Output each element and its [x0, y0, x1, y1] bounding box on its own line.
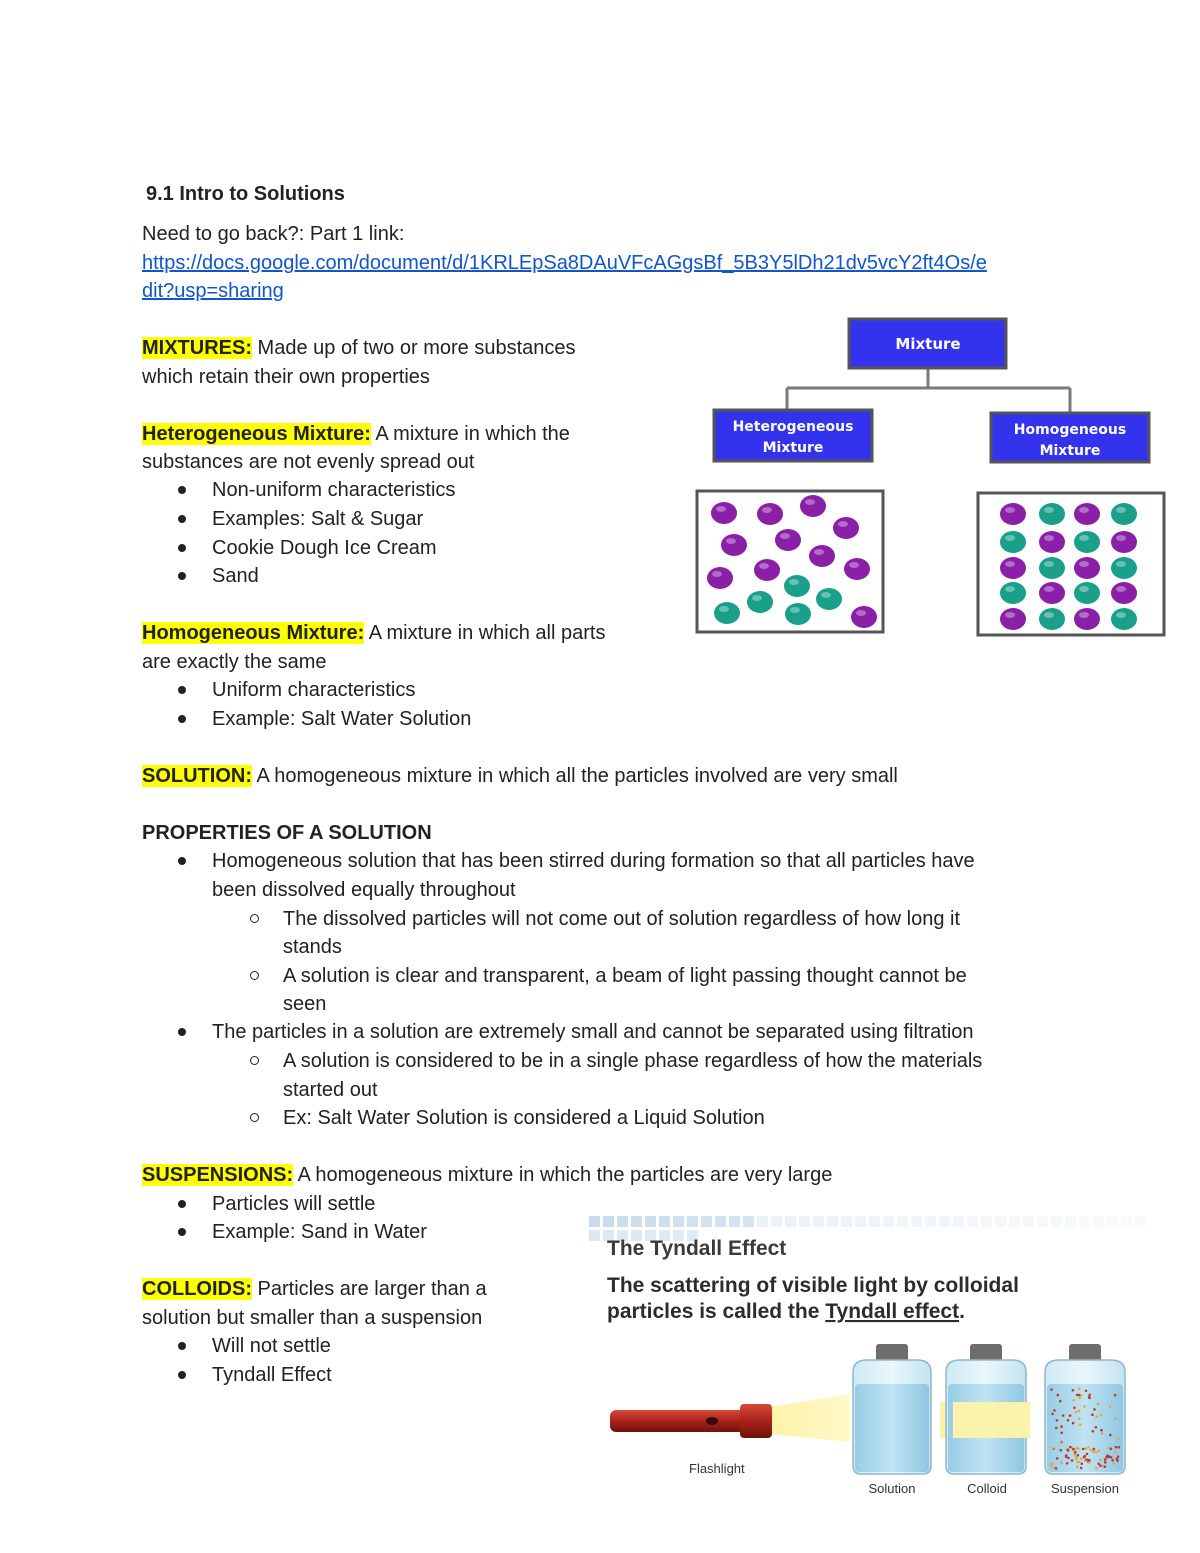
green-particle [1111, 557, 1137, 579]
list-item: Tyndall Effect [212, 1361, 332, 1389]
tyndall-figure [585, 1212, 1145, 1502]
part1-link-cont[interactable]: dit?usp=sharing [142, 280, 284, 302]
sub-list-item: A solution is considered to be in a single phase regardless of how the materials [283, 1047, 982, 1075]
list-item-cont: been dissolved equally throughout [212, 879, 516, 901]
list-item: Will not settle [212, 1332, 331, 1360]
solution-bottle [853, 1344, 931, 1474]
purple-particle [1000, 503, 1026, 525]
purple-particle [844, 558, 870, 580]
tyndall-text-line2: particles is called the Tyndall effect. [607, 1300, 965, 1323]
homogeneous-definition-cont: are exactly the same [142, 651, 327, 673]
green-particle [1111, 608, 1137, 630]
list-item: Cookie Dough Ice Cream [212, 534, 437, 562]
homogeneous-node [991, 413, 1149, 462]
green-particle [1074, 531, 1100, 553]
list-item: Examples: Salt & Sugar [212, 505, 423, 533]
list-item: Homogeneous solution that has been stirred during formation so that all particles have [212, 847, 975, 875]
mixtures-definition: MIXTURES: Made up of two or more substances [142, 337, 576, 359]
heterogeneous-node [714, 410, 872, 461]
sub-list-item: The dissolved particles will not come out of solution regardless of how long it [283, 905, 960, 933]
homogeneous-definition: Homogeneous Mixture: A mixture in which all parts [142, 622, 606, 644]
colloids-definition-cont: solution but smaller than a suspension [142, 1307, 483, 1329]
solution-definition: SOLUTION: A homogeneous mixture in which all the particles involved are very small [142, 765, 898, 787]
heterogeneous-label-1: Heterogeneous [732, 419, 854, 435]
flashlight-icon [610, 1404, 772, 1438]
mixture-diagram [690, 310, 1170, 645]
purple-particle [833, 517, 859, 539]
suspension-bottle [1045, 1344, 1125, 1474]
purple-particle [1000, 608, 1026, 630]
list-item: Sand [212, 562, 259, 590]
homogeneous-label-1: Homogeneous [1013, 422, 1127, 438]
purple-particle [1074, 608, 1100, 630]
purple-particle [711, 502, 737, 524]
properties-heading: PROPERTIES OF A SOLUTION [142, 822, 432, 844]
purple-particle [757, 503, 783, 525]
root-node [849, 319, 1006, 368]
list-item: The particles in a solution are extremely small and cannot be separated using filtration [212, 1018, 974, 1046]
list-item: Example: Salt Water Solution [212, 705, 471, 733]
sub-list-item-cont: stands [283, 936, 342, 958]
green-particle [747, 591, 773, 613]
homogeneous-term: Homogeneous Mixture: [142, 622, 365, 644]
diagram-connectors [787, 368, 1070, 413]
purple-particle [775, 529, 801, 551]
purple-particle [1111, 582, 1137, 604]
green-particle [784, 575, 810, 597]
mixtures-definition-cont: which retain their own properties [142, 366, 430, 388]
mixtures-term: MIXTURES: [142, 337, 252, 359]
green-particle [1039, 503, 1065, 525]
heterogeneous-label-2: Mixture [762, 440, 824, 456]
sub-list-item-cont: started out [283, 1079, 378, 1101]
purple-particle [721, 534, 747, 556]
heterogeneous-definition-cont: substances are not evenly spread out [142, 451, 475, 473]
green-particle [785, 603, 811, 625]
green-particle [1039, 608, 1065, 630]
list-item: Example: Sand in Water [212, 1218, 427, 1246]
purple-particle [1039, 531, 1065, 553]
purple-particle [754, 559, 780, 581]
green-particle [1111, 503, 1137, 525]
solution-label: Solution [868, 1481, 916, 1496]
sub-list-item: A solution is clear and transparent, a beam of light passing thought cannot be [283, 962, 967, 990]
suspension-label: Suspension [1051, 1481, 1119, 1496]
root-label: Mixture [895, 335, 961, 353]
colloids-term: COLLOIDS: [142, 1278, 252, 1300]
purple-particle [1039, 582, 1065, 604]
suspensions-term: SUSPENSIONS: [142, 1164, 294, 1186]
list-item: Particles will settle [212, 1190, 375, 1218]
page-title: 9.1 Intro to Solutions [146, 183, 345, 205]
green-particle [714, 602, 740, 624]
sub-list-item: Ex: Salt Water Solution is considered a Liquid Solution [283, 1104, 765, 1132]
list-item: Non-uniform characteristics [212, 476, 455, 504]
green-particle [1074, 582, 1100, 604]
purple-particle [800, 495, 826, 517]
list-item: Uniform characteristics [212, 676, 415, 704]
purple-particle [1000, 557, 1026, 579]
purple-particle [707, 567, 733, 589]
tyndall-text-line1: The scattering of visible light by colloidal [607, 1274, 1019, 1297]
green-particle [816, 588, 842, 610]
homogeneous-label-2: Mixture [1039, 443, 1101, 459]
suspensions-definition: SUSPENSIONS: A homogeneous mixture in which the particles are very large [142, 1164, 833, 1186]
flashlight-label: Flashlight [689, 1461, 745, 1476]
green-particle [1039, 557, 1065, 579]
back-text: Need to go back?: Part 1 link: [142, 223, 405, 245]
solution-term: SOLUTION: [142, 765, 252, 787]
colloids-definition: COLLOIDS: Particles are larger than a [142, 1278, 487, 1300]
sub-list-item-cont: seen [283, 993, 327, 1015]
heterogeneous-definition: Heterogeneous Mixture: A mixture in which the [142, 423, 570, 445]
part1-link[interactable]: https://docs.google.com/document/d/1KRLEpSa8DAuVFcAGgsBf_5B3Y5lDh21dv5vcY2ft4Os/e [142, 252, 987, 274]
colloid-label: Colloid [967, 1481, 1007, 1496]
green-particle [1000, 531, 1026, 553]
purple-particle [851, 606, 877, 628]
heterogeneous-term: Heterogeneous Mixture: [142, 423, 371, 445]
purple-particle [1074, 557, 1100, 579]
green-particle [1000, 582, 1026, 604]
tyndall-title: The Tyndall Effect [607, 1237, 787, 1260]
colloid-bottle [946, 1344, 1029, 1474]
purple-particle [1111, 531, 1137, 553]
purple-particle [1074, 503, 1100, 525]
light-beam [770, 1394, 850, 1442]
purple-particle [809, 545, 835, 567]
